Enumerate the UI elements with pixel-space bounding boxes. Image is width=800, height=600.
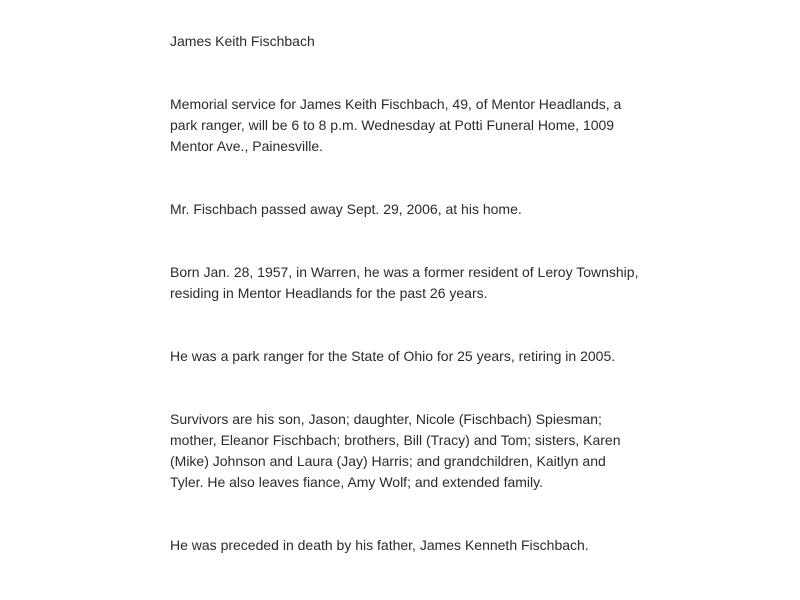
paragraph-birth: Born Jan. 28, 1957, in Warren, he was a former resident of Leroy Township, residing in Mentor Headlands for the past 26 years.	[170, 264, 639, 301]
paragraph-preceded-in-death: He was preceded in death by his father, James Kenneth Fischbach.	[170, 537, 589, 553]
obituary-article	[170, 31, 640, 598]
paragraph-passing: Mr. Fischbach passed away Sept. 29, 2006, at his home.	[170, 201, 522, 217]
paragraph-memorial-service: Memorial service for James Keith Fischbach, 49, of Mentor Headlands, a park ranger, will be 6 to 8 p.m. Wednesday at Potti Funeral Home, 1009 Mentor Ave., Painesville.	[170, 96, 622, 154]
obituary-title: James Keith Fischbach	[170, 33, 315, 49]
paragraph-survivors: Survivors are his son, Jason; daughter, Nicole (Fischbach) Spiesman; mother, Eleanor Fischbach; brothers, Bill (Tracy) and Tom; sisters, Karen (Mike) Johnson and Laura (Jay) Harris; and grandchildren, Kaitlyn and Tyler. He also leaves fiance, Amy Wolf; and extended family.	[170, 411, 621, 490]
paragraph-career: He was a park ranger for the State of Ohio for 25 years, retiring in 2005.	[170, 348, 616, 364]
